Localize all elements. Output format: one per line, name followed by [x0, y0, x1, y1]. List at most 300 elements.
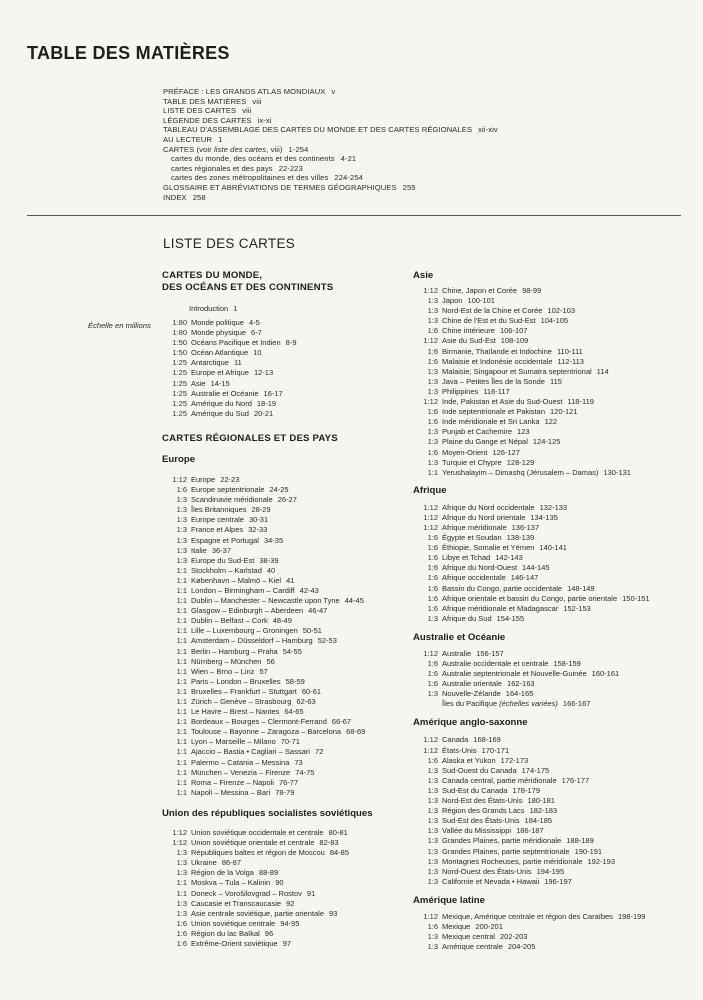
map-entry[interactable] [413, 659, 698, 669]
entry-page: 22-23 [220, 474, 240, 484]
toc-entry[interactable] [163, 87, 498, 97]
entry-name: Antarctique [191, 358, 229, 368]
entry-name: Îles du Pacifique [442, 699, 498, 709]
entry-page: 164-165 [505, 689, 534, 699]
map-entry[interactable] [413, 427, 698, 437]
entry-name: Afrique du Nord orientale [442, 512, 526, 522]
entry-scale: 1:1 [176, 888, 187, 898]
entry-scale: 1:12 [172, 474, 187, 484]
toc-entry-text: TABLEAU D'ASSEMBLAGE DES CARTES DU MONDE ET DES CARTES RÉGIONALES [163, 125, 473, 135]
map-entry[interactable] [162, 368, 402, 378]
map-entry[interactable] [162, 328, 402, 338]
entry-page: 6-7 [251, 328, 262, 338]
map-entry[interactable] [162, 318, 402, 328]
entry-page: 202-203 [499, 932, 528, 942]
map-entry[interactable] [162, 758, 402, 768]
map-entry[interactable] [413, 553, 698, 563]
entry-page: 122 [544, 417, 558, 427]
toc-entry-page: ix-xi [257, 115, 272, 125]
map-entry[interactable] [162, 889, 402, 899]
entry-scale: 1:3 [176, 505, 187, 515]
map-entry[interactable] [162, 697, 402, 707]
map-entry[interactable] [162, 929, 402, 939]
entry-name: Dublin – Manchester – Newcastle upon Tyne [191, 596, 340, 606]
map-entry[interactable] [413, 543, 698, 553]
entry-scale: 1:1 [176, 596, 187, 606]
entry-page: 148-149 [567, 583, 595, 593]
entry-page: 60-61 [301, 686, 322, 696]
entry-scale: 1:1 [176, 697, 187, 706]
entry-name: Japon [442, 296, 463, 306]
entry-name: Napoli – Messina – Bari [191, 787, 271, 797]
entry-name: Wien – Brno – Linz [191, 666, 255, 676]
map-entry[interactable] [413, 604, 698, 614]
entry-name: France et Alpes [191, 525, 244, 535]
entry-scale: 1:6 [427, 583, 438, 593]
list-latine [413, 912, 698, 952]
map-entry[interactable] [413, 806, 698, 816]
entry-scale: 1:1 [176, 616, 187, 626]
entry-scale: 1:1 [176, 777, 187, 787]
entry-page: 128-129 [506, 457, 535, 467]
map-entry[interactable] [162, 687, 402, 697]
map-entry[interactable] [162, 399, 402, 409]
map-entry[interactable] [162, 358, 402, 368]
map-entry[interactable] [162, 788, 402, 798]
entry-name: Mexique [442, 921, 471, 931]
map-entry[interactable] [413, 286, 698, 296]
entry-name: Australie septentrionale et Nouvelle-Guinée [442, 669, 587, 679]
entry-scale: 1:1 [176, 707, 187, 717]
entry-scale: 1:6 [176, 938, 187, 948]
entry-page: 28-29 [251, 505, 271, 515]
entry-name: Plaine du Gange et Népal [442, 437, 528, 447]
entry-name: Océan Atlantique [191, 348, 249, 358]
toc-entry[interactable] [163, 193, 498, 203]
entry-name: Berlin – Hamburg – Praha [191, 646, 278, 656]
map-entry[interactable] [162, 338, 402, 348]
entry-page: 12-13 [253, 368, 274, 378]
entry-scale: 1:3 [427, 316, 438, 326]
map-entry[interactable] [162, 717, 402, 727]
map-entry[interactable] [162, 348, 402, 358]
entry-page: 104-105 [540, 316, 569, 326]
entry-scale: 1:3 [427, 836, 438, 846]
entry-scale: 1:12 [172, 827, 187, 837]
entry-scale: 1:6 [427, 563, 438, 573]
entry-scale: 1:1 [176, 737, 187, 747]
entry-scale: 1:3 [427, 689, 438, 699]
entry-scale: 1:6 [427, 755, 438, 765]
map-entry[interactable] [413, 306, 698, 316]
entry-name: Union soviétique centrale [191, 918, 276, 928]
map-entry[interactable] [162, 657, 402, 667]
map-entry[interactable] [162, 485, 402, 495]
map-entry[interactable] [162, 566, 402, 576]
subsection-title-asie: Asie [413, 270, 434, 281]
entry-page: 40 [266, 565, 276, 575]
entry-scale: 1:3 [427, 826, 438, 836]
map-entry[interactable] [162, 667, 402, 677]
toc-entry[interactable] [163, 183, 498, 193]
map-entry[interactable] [162, 379, 402, 389]
map-entry[interactable] [162, 747, 402, 757]
entry-name: Zürich – Genève – Strasbourg [191, 697, 292, 706]
entry-scale: 1:25 [172, 358, 187, 368]
map-entry[interactable] [413, 397, 698, 407]
map-entry[interactable] [413, 316, 698, 326]
map-entry[interactable] [162, 616, 402, 626]
entry-page: 1 [233, 304, 238, 313]
map-entry[interactable] [413, 826, 698, 836]
entry-page: 11 [233, 358, 242, 368]
map-entry[interactable] [413, 407, 698, 417]
map-entry[interactable] [162, 727, 402, 737]
map-entry[interactable] [162, 495, 402, 505]
entry-scale: (échelles variées) [499, 699, 558, 709]
list-urss [162, 828, 402, 949]
entry-page: 54-55 [282, 646, 302, 656]
toc-entry-page: viii [242, 106, 252, 116]
entry-name: Canada [442, 735, 469, 745]
toc-entry-page: viii [252, 96, 262, 106]
entry-page: 180-181 [527, 796, 555, 806]
entry-scale: 1:50 [172, 348, 187, 358]
map-entry[interactable] [162, 515, 402, 525]
map-entry[interactable] [413, 584, 698, 594]
entry-page: 4-5 [248, 318, 260, 327]
map-entry[interactable] [413, 347, 698, 357]
entry-name: Moskva – Tula – Kalinin [191, 878, 271, 888]
map-entry[interactable] [413, 877, 698, 887]
map-entry[interactable] [413, 377, 698, 387]
entry-scale: 1:1 [176, 575, 187, 585]
entry-page: 154-155 [496, 613, 525, 623]
map-entry[interactable] [413, 594, 698, 604]
entry-name: Amsterdam – Düsseldorf – Hamburg [191, 636, 313, 646]
entry-name: Bruxelles – Frankfurt – Stuttgart [191, 686, 297, 696]
entry-name: Grandes Plaines, partie septentrionale [442, 846, 570, 856]
toc-entry-page: 1 [218, 134, 223, 144]
toc-entry[interactable] [163, 106, 498, 116]
entry-name: Extrême-Orient soviétique [191, 938, 278, 948]
entry-page: 32-33 [248, 525, 268, 535]
toc-entry[interactable] [163, 154, 498, 164]
map-entry[interactable] [413, 912, 698, 922]
entry-scale: 1:3 [427, 846, 438, 856]
toc-entry[interactable] [163, 97, 498, 107]
pacifique-entry[interactable] [413, 699, 698, 709]
map-entry[interactable] [413, 614, 698, 624]
map-entry[interactable] [413, 336, 698, 346]
map-entry[interactable] [162, 647, 402, 657]
entry-name: Nord-Est de la Chine et Corée [442, 306, 543, 316]
entry-page: 196-197 [544, 876, 572, 886]
map-entry[interactable] [413, 847, 698, 857]
entry-scale: 1:3 [176, 535, 187, 545]
entry-scale: 1:1 [176, 717, 187, 727]
entry-name: Inde, Pakistan et Asie du Sud-Ouest [442, 397, 563, 407]
map-entry[interactable] [162, 768, 402, 778]
map-entry[interactable] [162, 576, 402, 586]
map-entry[interactable] [413, 448, 698, 458]
entry-page: 24-25 [269, 485, 289, 495]
map-entry[interactable] [413, 513, 698, 523]
divider [27, 215, 681, 216]
entry-page: 120-121 [550, 407, 578, 417]
entry-name: Toulouse – Bayonne – Zaragoza – Barcelona [191, 727, 342, 737]
toc-entry[interactable] [163, 135, 498, 145]
map-entry[interactable] [162, 409, 402, 419]
entry-name: Lille – Luxembourg – Groningen [191, 626, 298, 636]
entry-name: Sud-Est des États-Unis [442, 816, 520, 826]
entry-name: Punjab et Cachemire [442, 427, 513, 437]
map-entry[interactable] [413, 689, 698, 699]
entry-scale: 1:25 [172, 408, 187, 418]
entry-name: Sud-Ouest du Canada [442, 765, 517, 775]
entry-name: Paris – London – Bruxelles [191, 676, 281, 686]
entry-scale: 1:3 [427, 386, 438, 396]
entry-scale: 1:1 [176, 787, 187, 797]
map-entry[interactable] [162, 848, 402, 858]
map-entry[interactable] [413, 932, 698, 942]
map-entry[interactable] [413, 796, 698, 806]
entry-name: Asie centrale soviétique, partie orientale [191, 908, 324, 918]
entry-name: Afrique orientale et bassin du Congo, partie orientale [442, 593, 618, 603]
entry-scale: 1:6 [427, 407, 438, 417]
entry-name: Europe centrale [191, 515, 244, 525]
map-entry[interactable] [162, 677, 402, 687]
map-entry[interactable] [413, 533, 698, 543]
map-entry[interactable] [162, 939, 402, 949]
entry-page: 88-89 [258, 868, 279, 878]
map-entry[interactable] [413, 357, 698, 367]
entry-scale: 1:1 [176, 606, 187, 616]
entry-page: 52-53 [317, 636, 337, 646]
list-afrique [413, 503, 698, 624]
entry-scale: 1:3 [427, 796, 438, 806]
entry-name: Stockholm – Karlstad [191, 565, 262, 575]
map-entry[interactable] [162, 626, 402, 636]
entry-scale: 1:6 [427, 921, 438, 931]
entry-page: 16-17 [263, 388, 283, 398]
entry-page: 132-133 [539, 502, 568, 512]
entry-page: 26-27 [277, 495, 297, 505]
map-entry[interactable] [413, 857, 698, 867]
entry-scale: 1:3 [427, 806, 438, 816]
entry-name: Montagnes Rocheuses, partie méridionale [442, 856, 583, 866]
map-entry[interactable] [413, 563, 698, 573]
entry-page: 62-63 [296, 697, 316, 706]
entry-scale: 1:1 [176, 585, 187, 595]
toc-entry-text: cartes du monde, des océans et des continents [171, 154, 335, 164]
map-entry[interactable] [162, 546, 402, 556]
map-entry[interactable] [413, 649, 698, 659]
map-entry[interactable] [413, 669, 698, 679]
entry-name: Asie du Sud-Est [442, 336, 496, 346]
entry-name: Australie occidentale et centrale [442, 659, 549, 668]
entry-scale: 1:3 [427, 816, 438, 826]
entry-scale: 1:1 [176, 747, 187, 757]
map-entry[interactable] [413, 679, 698, 689]
map-entry[interactable] [162, 909, 402, 919]
entry-scale: 1:12 [172, 838, 187, 848]
entry-name: Inde septentrionale et Pakistan [442, 407, 545, 417]
entry-name: Europe septentrionale [191, 485, 265, 495]
entry-page: 174-175 [521, 765, 550, 775]
entry-name: Libye et Tchad [442, 553, 491, 563]
map-entry[interactable] [413, 437, 698, 447]
entry-scale: 1:6 [427, 326, 438, 336]
entry-scale: 1:6 [427, 603, 438, 613]
map-entry[interactable] [413, 735, 698, 745]
entry-name: Monde politique [191, 318, 244, 327]
toc-entry-text: INDEX [163, 192, 187, 202]
map-entry[interactable] [413, 458, 698, 468]
entry-page: 172-173 [500, 755, 529, 765]
entry-scale: 1:1 [176, 646, 187, 656]
right-column [413, 270, 698, 952]
toc-entry-text: LISTE DES CARTES [163, 106, 237, 116]
toc-entry[interactable] [163, 116, 498, 126]
page-title: TABLE DES MATIÈRES [27, 43, 230, 63]
entry-name: Roma – Firenze – Napoli [191, 777, 274, 787]
entry-scale: 1:3 [427, 366, 438, 376]
entry-name: Dublin – Belfast – Cork [191, 616, 268, 626]
entry-page: 110-111 [556, 346, 583, 356]
entry-scale: 1:1 [176, 878, 187, 888]
entry-scale: 1:1 [176, 666, 187, 676]
map-entry[interactable] [162, 475, 402, 485]
map-entry[interactable] [162, 778, 402, 788]
entry-name: Malaisie, Singapour et Sumatra septentrional [442, 366, 592, 376]
map-entry[interactable] [162, 596, 402, 606]
entry-page: 112-113 [557, 356, 584, 366]
map-entry[interactable] [162, 525, 402, 535]
map-entry[interactable] [413, 922, 698, 932]
entry-name: Italie [191, 545, 207, 555]
map-entry[interactable] [162, 556, 402, 566]
section-title-monde: CARTES DU MONDE, [162, 270, 263, 281]
toc-entry-page: 1-254 [288, 144, 309, 154]
entry-scale: 1:12 [423, 911, 438, 921]
entry-scale: 1:3 [176, 858, 187, 868]
map-entry[interactable] [413, 766, 698, 776]
entry-name: Région du lac Baïkal [191, 928, 260, 938]
entry-scale: 1:3 [176, 898, 187, 908]
map-entry[interactable] [413, 387, 698, 397]
entry-name: Chine intérieure [442, 326, 495, 336]
entry-name: London – Birmingham – Cardiff [191, 585, 295, 595]
map-entry[interactable] [413, 836, 698, 846]
entry-scale: 1:12 [423, 397, 438, 407]
map-entry[interactable] [162, 606, 402, 616]
entry-page: 96 [264, 928, 274, 938]
entry-scale: 1:6 [427, 553, 438, 563]
map-entry[interactable] [162, 707, 402, 717]
entry-name: Région des Grands Lacs [442, 806, 525, 816]
toc-entry-text: cartes des zones métropolitaines et des villes [171, 173, 329, 183]
entry-page: 44-45 [344, 596, 364, 606]
entry-scale: 1:12 [423, 502, 438, 512]
map-entry[interactable] [413, 417, 698, 427]
entry-page: 156-157 [476, 648, 504, 658]
entry-name: Bassin du Congo, partie occidentale [442, 583, 563, 593]
map-entry[interactable] [162, 828, 402, 838]
entry-name: Vallée du Mississippi [442, 826, 512, 836]
entry-name: Europe et Afrique [191, 368, 249, 378]
entry-name: Australie et Océanie [191, 388, 259, 398]
entry-page: 14-15 [210, 378, 230, 388]
entry-scale: 1:6 [427, 669, 438, 679]
entry-page: 162-163 [507, 679, 535, 689]
map-entry[interactable] [413, 503, 698, 513]
map-entry[interactable] [413, 786, 698, 796]
map-entry[interactable] [413, 942, 698, 952]
toc-entry[interactable] [163, 125, 498, 135]
intro-entry[interactable] [162, 304, 402, 314]
subsection-title-latine: Amérique latine [413, 894, 485, 906]
entry-page: 178-179 [512, 785, 540, 795]
map-entry[interactable] [162, 899, 402, 909]
map-entry[interactable] [162, 858, 402, 868]
entry-scale: 1:3 [176, 908, 187, 918]
entry-name: Afrique du Nord occidentale [442, 502, 535, 512]
section-title-monde-2: DES OCÉANS ET DES CONTINENTS [162, 282, 334, 293]
entry-page: 58-59 [285, 676, 305, 686]
entry-scale: 1:6 [427, 543, 438, 553]
map-entry[interactable] [162, 868, 402, 878]
entry-page: 18-19 [256, 398, 277, 408]
map-entry[interactable] [413, 573, 698, 583]
map-entry[interactable] [413, 756, 698, 766]
map-entry[interactable] [413, 523, 698, 533]
entry-name: Europe du Sud-Est [191, 555, 255, 565]
toc-entry-text: cartes régionales et des pays [171, 163, 273, 173]
map-entry[interactable] [413, 776, 698, 786]
map-entry[interactable] [413, 746, 698, 756]
entry-name: Chine, Japon et Corée [442, 286, 518, 295]
map-entry[interactable] [162, 737, 402, 747]
entry-name: Égypte et Soudan [442, 533, 502, 543]
map-entry[interactable] [413, 867, 698, 877]
map-entry[interactable] [162, 919, 402, 929]
map-entry[interactable] [162, 389, 402, 399]
map-entry[interactable] [162, 536, 402, 546]
map-entry[interactable] [413, 367, 698, 377]
entry-scale: 1:3 [427, 427, 438, 437]
toc-entry[interactable] [163, 145, 498, 155]
map-entry[interactable] [413, 468, 698, 478]
toc-entry[interactable] [163, 164, 498, 174]
map-entry[interactable] [162, 505, 402, 515]
entry-name: Région de la Volga [191, 868, 254, 878]
section-title-regionales: CARTES RÉGIONALES ET DES PAYS [162, 432, 338, 444]
entry-scale: 1:3 [176, 525, 187, 535]
list-australie [413, 649, 698, 699]
map-entry[interactable] [162, 586, 402, 596]
map-entry[interactable] [413, 296, 698, 306]
table-of-contents [163, 87, 498, 202]
toc-entry[interactable] [163, 173, 498, 183]
entry-page: 100-101 [467, 296, 495, 306]
map-entry[interactable] [162, 636, 402, 646]
map-entry[interactable] [162, 838, 402, 848]
map-entry[interactable] [413, 326, 698, 336]
map-entry[interactable] [413, 816, 698, 826]
entry-scale: 1:3 [427, 765, 438, 775]
map-entry[interactable] [162, 878, 402, 888]
